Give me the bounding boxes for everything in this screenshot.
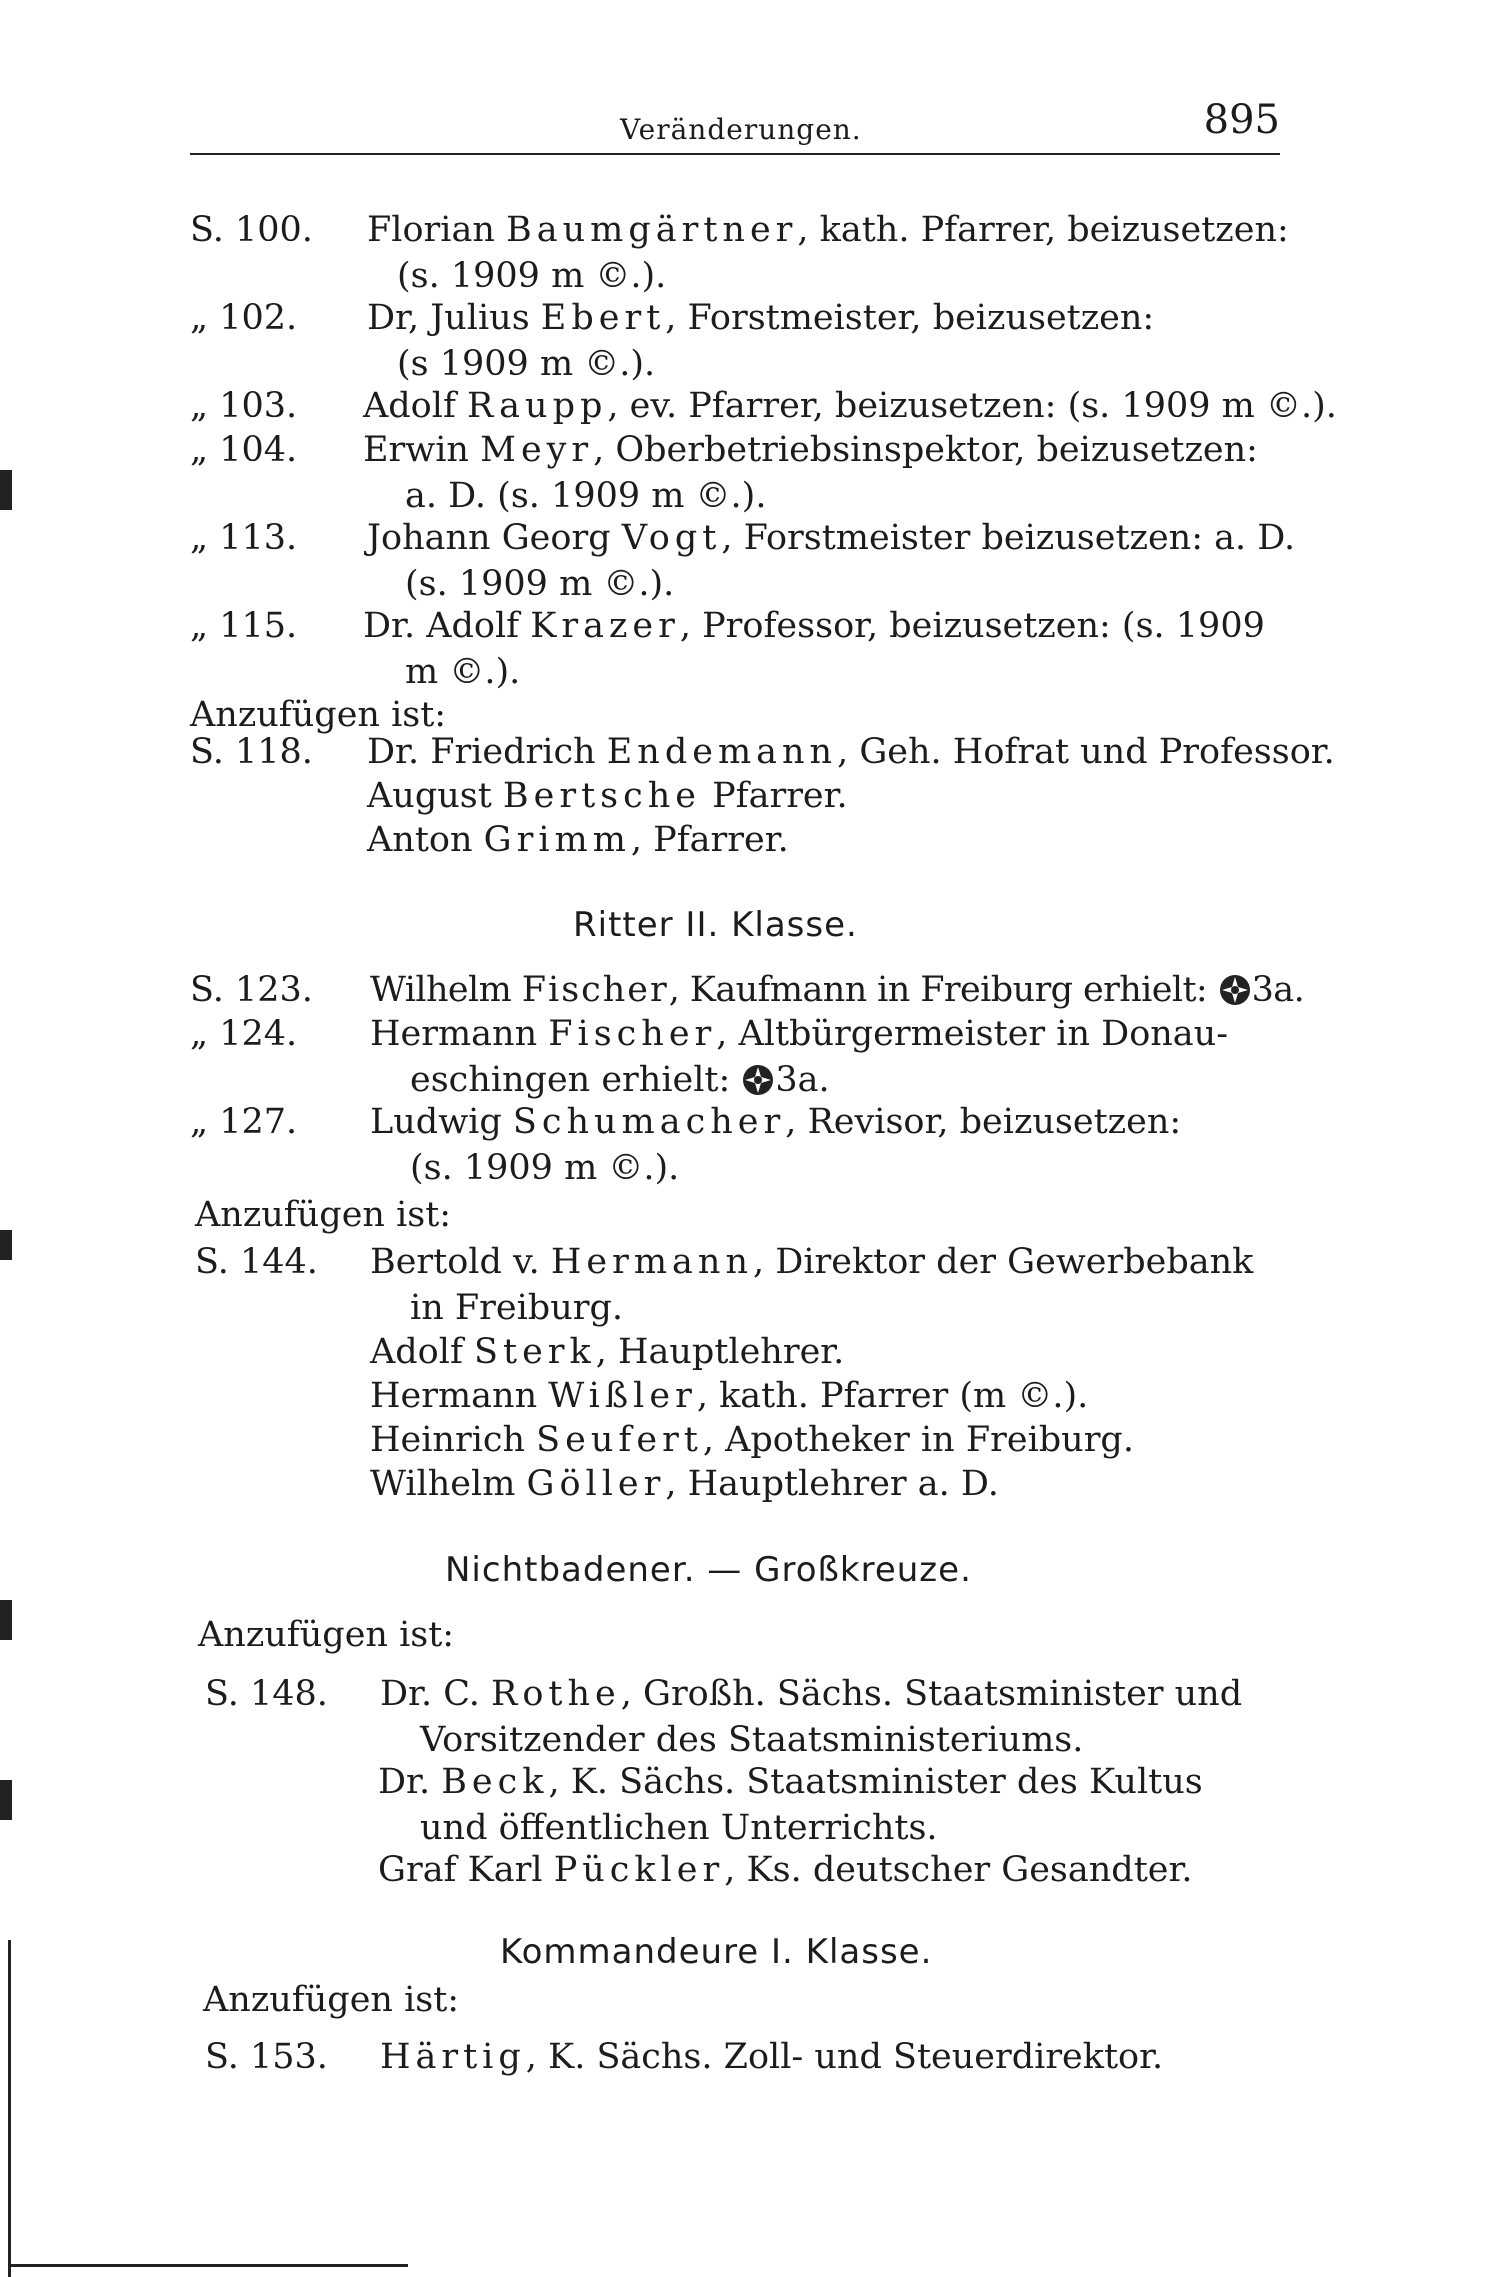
entry-text: Wilhelm Göller, Hauptlehrer a. D.: [370, 1464, 999, 1504]
entry-text: Adolf Sterk, Hauptlehrer.: [370, 1332, 845, 1372]
entry-text: Dr, Julius Ebert, Forstmeister, beizusetzen:: [367, 298, 1155, 338]
entry-text: Johann Georg Vogt, Forstmeister beizusetzen: a. D.: [367, 518, 1296, 558]
entry-continuation: m ©.).: [405, 652, 521, 692]
entry-ref: S. 100.: [190, 210, 313, 250]
entry-ref: „ 104.: [190, 430, 298, 470]
section-heading-ritter: Ritter II. Klasse.: [573, 905, 858, 945]
section-heading-kommandeure: Kommandeure I. Klasse.: [500, 1932, 933, 1972]
entry-continuation: (s. 1909 m ©.).: [397, 256, 667, 296]
entry-text: Dr. Friedrich Endemann, Geh. Hofrat und Professor.: [367, 732, 1335, 772]
entry-text: Adolf Raupp, ev. Pfarrer, beizusetzen: (s. 1909 m ©.).: [363, 386, 1337, 426]
entry-ref: S. 123.: [190, 970, 313, 1010]
entry-continuation: in Freiburg.: [410, 1288, 623, 1328]
entry-ref: S. 118.: [190, 732, 313, 772]
running-title: Veränderungen.: [620, 113, 862, 146]
scan-mark: [0, 470, 12, 510]
entry-text: Florian Baumgärtner, kath. Pfarrer, beizusetzen:: [367, 210, 1289, 250]
entry-continuation: a. D. (s. 1909 m ©.).: [405, 476, 767, 516]
entry-continuation: (s. 1909 m ©.).: [410, 1148, 680, 1188]
entry-continuation: Vorsitzender des Staatsministeriums.: [420, 1720, 1084, 1760]
anzufuegen-label: Anzufügen ist:: [190, 695, 447, 735]
anzufuegen-label: Anzufügen ist:: [195, 1195, 452, 1235]
order-cross-icon: [741, 1063, 775, 1097]
scan-mark: [0, 1780, 12, 1820]
scan-mark: [0, 1230, 12, 1260]
page-number: 895: [1203, 97, 1280, 143]
entry-continuation: und öffentlichen Unterrichts.: [420, 1808, 938, 1848]
entry-ref: „ 127.: [190, 1102, 298, 1142]
header-rule: [190, 153, 1280, 155]
entry-ref: S. 153.: [205, 2037, 328, 2077]
entry-ref: „ 102.: [190, 298, 298, 338]
scan-mark: [0, 1600, 12, 1640]
entry-continuation: (s 1909 m ©.).: [397, 344, 656, 384]
entry-continuation: eschingen erhielt: 3a.: [410, 1060, 830, 1100]
entry-ref: „ 115.: [190, 606, 298, 646]
entry-text: Bertold v. Hermann, Direktor der Gewerbebank: [370, 1242, 1254, 1282]
page-header: [190, 95, 1280, 155]
entry-ref: „ 124.: [190, 1014, 298, 1054]
section-heading-nichtbadener: Nichtbadener. — Großkreuze.: [445, 1550, 972, 1590]
entry-text: Anton Grimm, Pfarrer.: [367, 820, 789, 860]
entry-text: Härtig, K. Sächs. Zoll- und Steuerdirektor.: [380, 2037, 1164, 2077]
scan-edge-bottom: [8, 2264, 408, 2267]
entry-text: Graf Karl Pückler, Ks. deutscher Gesandter.: [378, 1850, 1193, 1890]
anzufuegen-label: Anzufügen ist:: [198, 1615, 455, 1655]
entry-text: Wilhelm Fischer, Kaufmann in Freiburg erhielt: 3a.: [370, 970, 1305, 1010]
entry-ref: „ 113.: [190, 518, 298, 558]
anzufuegen-label: Anzufügen ist:: [203, 1980, 460, 2020]
entry-continuation: (s. 1909 m ©.).: [405, 564, 675, 604]
order-cross-icon: [1218, 973, 1252, 1007]
entry-text: Dr. Beck, K. Sächs. Staatsminister des Kultus: [378, 1762, 1203, 1802]
entry-ref: „ 103.: [190, 386, 298, 426]
entry-ref: S. 144.: [195, 1242, 318, 1282]
entry-text: Dr. C. Rothe, Großh. Sächs. Staatsminister und: [380, 1674, 1243, 1714]
entry-text: August Bertsche Pfarrer.: [367, 776, 848, 816]
entry-text: Heinrich Seufert, Apotheker in Freiburg.: [370, 1420, 1134, 1460]
scan-edge: [8, 1940, 11, 2277]
entry-text: Hermann Fischer, Altbürgermeister in Donau-: [370, 1014, 1229, 1054]
entry-text: Dr. Adolf Krazer, Professor, beizusetzen: (s. 1909: [363, 606, 1265, 646]
entry-text: Erwin Meyr, Oberbetriebsinspektor, beizusetzen:: [363, 430, 1258, 470]
entry-ref: S. 148.: [205, 1674, 328, 1714]
entry-text: Ludwig Schumacher, Revisor, beizusetzen:: [370, 1102, 1182, 1142]
entry-text: Hermann Wißler, kath. Pfarrer (m ©.).: [370, 1376, 1089, 1416]
